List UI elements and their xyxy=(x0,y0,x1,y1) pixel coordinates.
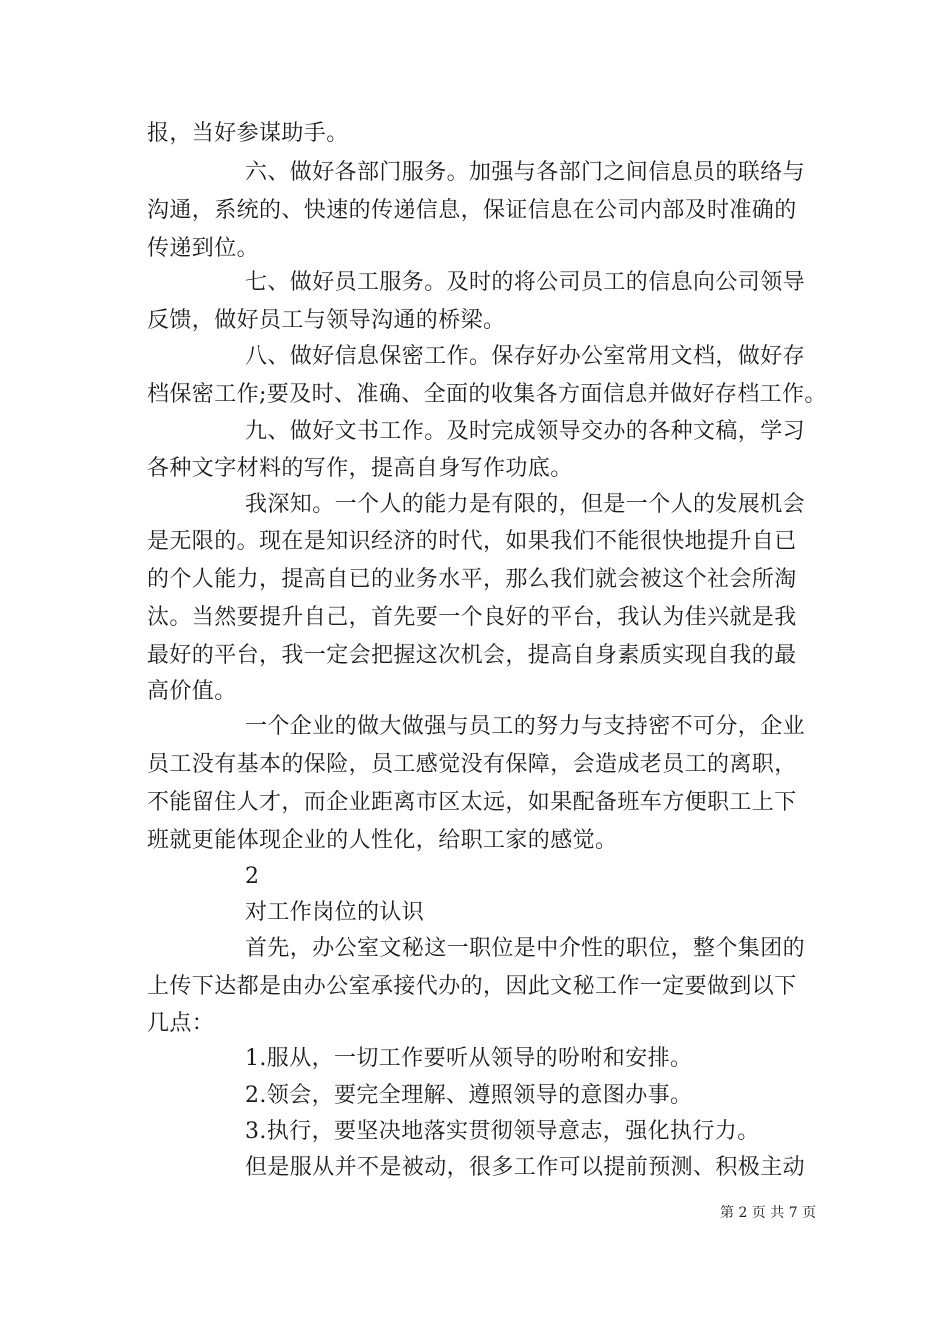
text-line xyxy=(147,1009,950,1039)
text-line xyxy=(147,972,950,1002)
text-line xyxy=(147,750,950,780)
text-line-content: 一个企业的做大做强与员工的努力与支持密不可分，企业 xyxy=(245,714,806,739)
list-item xyxy=(245,1044,950,1074)
list-item xyxy=(245,1081,950,1111)
text-line-content: 汰。当然要提升自己，首先要一个良好的平台，我认为佳兴就是我 xyxy=(147,605,797,630)
list-item xyxy=(245,1117,950,1147)
text-line xyxy=(147,565,950,595)
text-line-content: 员工没有基本的保险，员工感觉没有保障，会造成老员工的离职， xyxy=(147,752,797,777)
text-line-content: 八、做好信息保密工作。保存好办公室常用文档，做好存 xyxy=(245,344,806,369)
text-line xyxy=(245,158,950,188)
text-line-content: 最好的平台，我一定会把握这次机会，提高自身素质实现自我的最 xyxy=(147,643,797,668)
text-line xyxy=(147,603,950,633)
list-item-text: 2.领会，要完全理解、遵照领导的意图办事。 xyxy=(245,1083,693,1108)
list-item-text: 3.执行，要坚决地落实贯彻领导意志，强化执行力。 xyxy=(245,1119,760,1144)
text-line xyxy=(245,490,950,520)
text-line-content: 但是服从并不是被动，很多工作可以提前预测、积极主动 xyxy=(245,1155,806,1180)
text-line-content: 上传下达都是由办公室承接代办的，因此文秘工作一定要做到以下 xyxy=(147,974,797,999)
section-heading-text: 对工作岗位的认识 xyxy=(245,900,425,925)
text-line xyxy=(147,119,950,149)
text-line-content: 七、做好员工服务。及时的将公司员工的信息向公司领导 xyxy=(245,270,806,295)
text-line xyxy=(147,677,950,707)
text-line-content: 的个人能力，提高自已的业务水平，那么我们就会被这个社会所淘 xyxy=(147,567,797,592)
list-item-text: 1.服从，一切工作要听从领导的吩咐和安排。 xyxy=(245,1046,693,1071)
text-line-content: 班就更能体现企业的人性化，给职工家的感觉。 xyxy=(147,828,618,853)
text-line-content: 反馈，做好员工与领导沟通的桥梁。 xyxy=(147,308,506,333)
text-line-content: 六、做好各部门服务。加强与各部门之间信息员的联络与 xyxy=(245,160,806,185)
text-line xyxy=(245,417,950,447)
page-footer: 第 2 页 共 7 页 xyxy=(720,1205,817,1221)
text-line-content: 九、做好文书工作。及时完成领导交办的各种文稿，学习 xyxy=(245,419,806,444)
text-line-content: 各种文字材料的写作，提高自身写作功底。 xyxy=(147,456,573,481)
text-line-content: 沟通，系统的、快速的传递信息，保证信息在公司内部及时准确的 xyxy=(147,198,797,223)
text-line xyxy=(147,788,950,818)
text-line xyxy=(147,826,950,856)
section-heading xyxy=(245,898,950,928)
text-line xyxy=(147,234,950,264)
text-line-content: 传递到位。 xyxy=(147,236,260,261)
text-line-content: 报，当好参谋助手。 xyxy=(147,121,349,146)
text-line xyxy=(245,934,950,964)
text-line-content: 2 xyxy=(245,864,260,889)
text-line-content: 档保密工作;要及时、准确、全面的收集各方面信息并做好存档工作。 xyxy=(147,382,827,407)
text-line xyxy=(147,380,950,410)
text-line-content: 高价值。 xyxy=(147,679,237,704)
text-line xyxy=(245,342,950,372)
text-line-content: 几点： xyxy=(147,1011,215,1036)
text-line-content: 不能留住人才，而企业距离市区太远，如果配备班车方便职工上下 xyxy=(147,790,797,815)
text-line xyxy=(147,306,950,336)
text-line xyxy=(147,196,950,226)
text-line xyxy=(245,862,950,892)
text-line xyxy=(147,454,950,484)
text-line xyxy=(245,1153,950,1183)
text-line-content: 首先，办公室文秘这一职位是中介性的职位，整个集团的 xyxy=(245,936,806,961)
text-line xyxy=(147,641,950,671)
text-line xyxy=(245,268,950,298)
text-line xyxy=(245,712,950,742)
text-line-content: 我深知。一个人的能力是有限的，但是一个人的发展机会 xyxy=(245,492,806,517)
text-line-content: 是无限的。现在是知识经济的时代，如果我们不能很快地提升自已 xyxy=(147,529,797,554)
text-line xyxy=(147,527,950,557)
